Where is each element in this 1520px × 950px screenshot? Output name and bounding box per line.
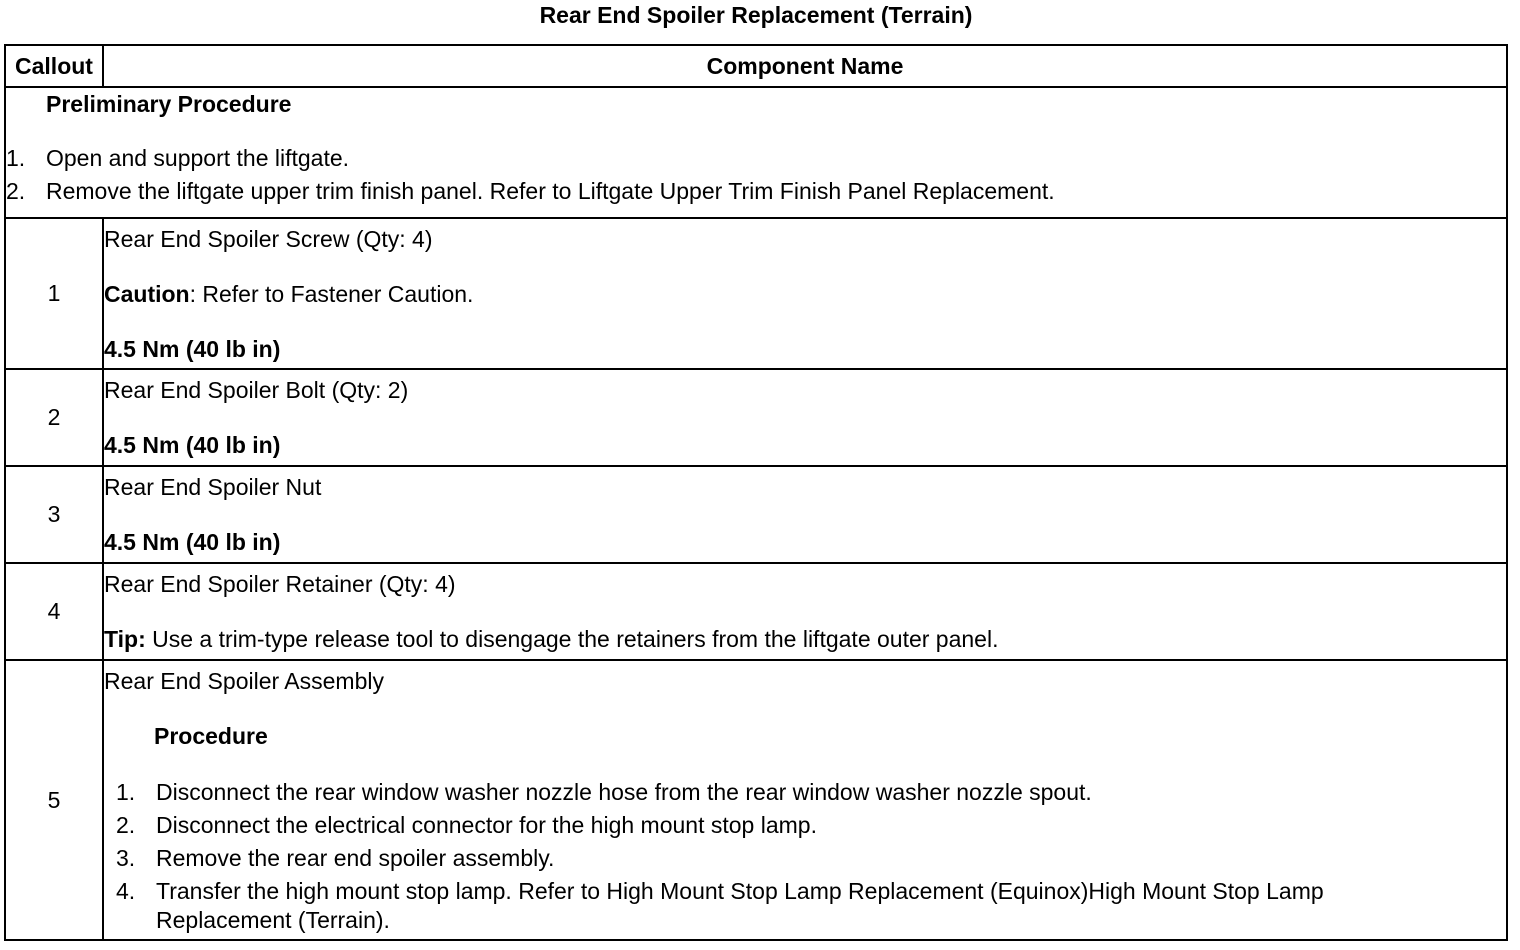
- preliminary-procedure-heading: Preliminary Procedure: [46, 91, 292, 117]
- preliminary-steps-list: [6, 142, 1506, 208]
- list-item: [104, 809, 1506, 842]
- procedure-steps-list: [104, 776, 1506, 935]
- callout-number: 5: [5, 660, 103, 940]
- table-row: [5, 466, 1507, 563]
- step-text: Remove the liftgate upper trim finish panel. Refer to Liftgate Upper Trim Finish Panel Replacement.: [46, 178, 1055, 204]
- table-row: [5, 563, 1507, 660]
- preliminary-procedure-cell: [5, 87, 1507, 218]
- step-number: 2.: [116, 812, 136, 838]
- caution-text: : Refer to Fastener Caution.: [189, 280, 474, 307]
- component-cell: [103, 369, 1507, 466]
- component-cell: [103, 466, 1507, 563]
- component-name: Rear End Spoiler Screw (Qty: 4): [104, 225, 433, 252]
- component-name: Rear End Spoiler Bolt (Qty: 2): [104, 377, 409, 403]
- tip-note: [104, 627, 1506, 651]
- caution-note: [104, 282, 1506, 306]
- component-cell: [103, 218, 1507, 369]
- table-row: [5, 218, 1507, 369]
- table-row: [5, 660, 1507, 940]
- component-cell: [103, 563, 1507, 660]
- component-name: Rear End Spoiler Retainer (Qty: 4): [104, 571, 456, 597]
- list-item: [104, 842, 1506, 875]
- step-text: Transfer the high mount stop lamp. Refer to High Mount Stop Lamp Replacement (Equinox)High Mount Stop Lamp Replacement (Terrain).: [156, 878, 1324, 933]
- tip-text: Use a trim-type release tool to disengage the retainers from the liftgate outer panel.: [145, 626, 999, 652]
- callout-number: 1: [5, 218, 103, 369]
- component-name: Rear End Spoiler Assembly: [104, 668, 384, 694]
- component-name: Rear End Spoiler Nut: [104, 474, 322, 500]
- table-row: [5, 369, 1507, 466]
- step-text: Disconnect the electrical connector for the high mount stop lamp.: [156, 812, 817, 838]
- torque-spec: 4.5 Nm (40 lb in): [104, 529, 281, 555]
- step-number: 3.: [116, 845, 136, 871]
- document-title: Rear End Spoiler Replacement (Terrain): [539, 2, 973, 28]
- procedure-heading: Procedure: [154, 723, 268, 749]
- callout-number: 3: [5, 466, 103, 563]
- step-number: 1.: [6, 145, 26, 171]
- torque-spec: 4.5 Nm (40 lb in): [104, 432, 281, 458]
- step-number: 2.: [6, 178, 26, 204]
- callout-number: 4: [5, 563, 103, 660]
- step-number: 4.: [116, 878, 136, 904]
- component-name-column-header: Component Name: [103, 45, 1507, 87]
- list-item: [104, 776, 1506, 809]
- step-text: Remove the rear end spoiler assembly.: [156, 845, 555, 871]
- list-item: [104, 875, 1506, 935]
- preliminary-procedure-row: [5, 87, 1507, 218]
- step-number: 1.: [116, 779, 136, 805]
- table-header-row: [5, 45, 1507, 87]
- torque-spec: 4.5 Nm (40 lb in): [104, 335, 281, 362]
- tip-label: Tip:: [104, 626, 146, 652]
- callout-number: 2: [5, 369, 103, 466]
- step-text: Open and support the liftgate.: [46, 145, 350, 171]
- component-cell: [103, 660, 1507, 940]
- list-item: [6, 142, 1506, 175]
- list-item: [6, 175, 1506, 208]
- step-text: Disconnect the rear window washer nozzle hose from the rear window washer nozzle spout.: [156, 779, 1092, 805]
- caution-label: Caution: [104, 280, 190, 307]
- component-table: [4, 44, 1508, 941]
- callout-column-header: Callout: [5, 45, 103, 87]
